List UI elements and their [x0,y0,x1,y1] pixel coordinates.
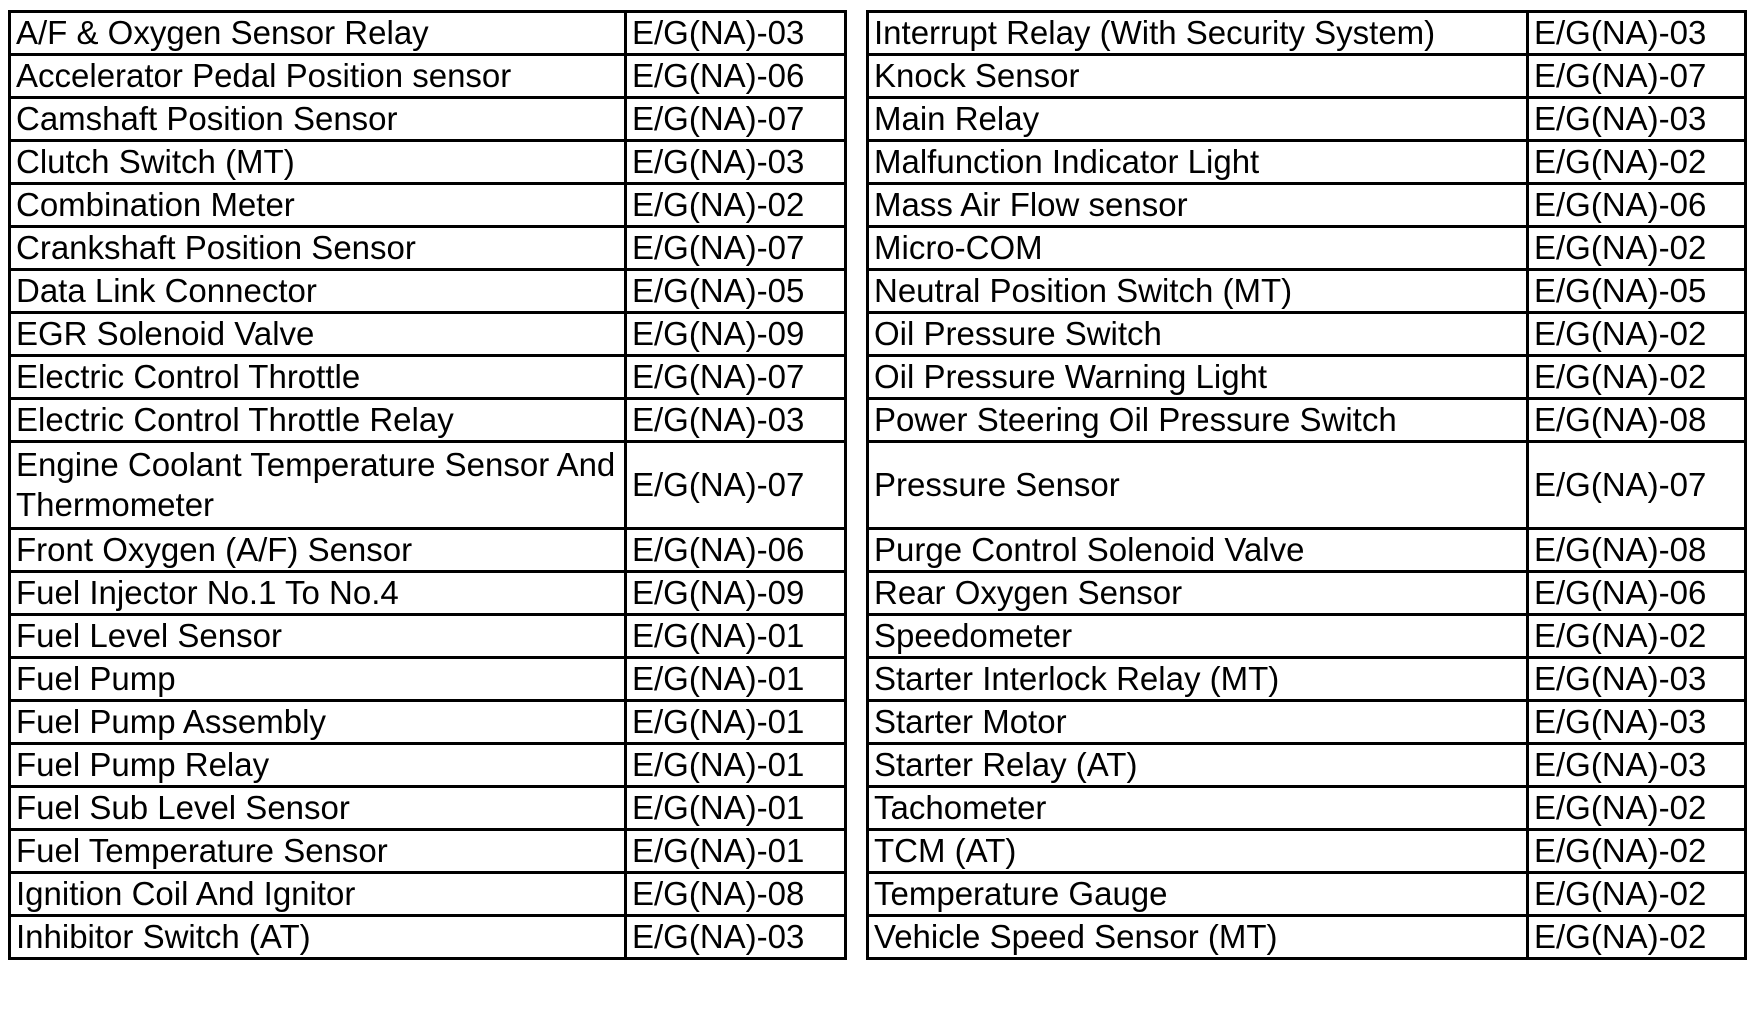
diagram-reference-cell: E/G(NA)-07 [626,98,846,141]
component-name-cell: Electric Control Throttle [10,356,626,399]
component-name-cell: Clutch Switch (MT) [10,141,626,184]
diagram-reference-cell: E/G(NA)-03 [626,12,846,55]
component-name-cell: Tachometer [868,787,1528,830]
diagram-reference-cell: E/G(NA)-01 [626,658,846,701]
table-row [10,701,846,744]
component-name-cell: Ignition Coil And Ignitor [10,873,626,916]
diagram-reference-cell: E/G(NA)-01 [626,830,846,873]
component-name-cell: Main Relay [868,98,1528,141]
component-name-cell: Starter Interlock Relay (MT) [868,658,1528,701]
table-row [10,615,846,658]
component-name-cell: A/F & Oxygen Sensor Relay [10,12,626,55]
diagram-reference-cell: E/G(NA)-09 [626,313,846,356]
component-name-cell: Data Link Connector [10,270,626,313]
component-name-cell: Micro-COM [868,227,1528,270]
table-row [10,141,846,184]
table-row [868,227,1746,270]
component-name-cell: EGR Solenoid Valve [10,313,626,356]
diagram-reference-cell: E/G(NA)-07 [626,442,846,529]
diagram-reference-cell: E/G(NA)-03 [626,916,846,959]
component-name-cell: Speedometer [868,615,1528,658]
table-row [10,270,846,313]
table-row [868,744,1746,787]
table-row [868,141,1746,184]
diagram-reference-cell: E/G(NA)-06 [1528,184,1746,227]
diagram-reference-cell: E/G(NA)-03 [626,399,846,442]
diagram-reference-cell: E/G(NA)-08 [626,873,846,916]
component-name-cell: Vehicle Speed Sensor (MT) [868,916,1528,959]
table-row [868,356,1746,399]
table-row [10,787,846,830]
diagram-reference-cell: E/G(NA)-06 [626,55,846,98]
component-name-cell: Knock Sensor [868,55,1528,98]
table-row [868,270,1746,313]
component-name-cell: Engine Coolant Temperature Sensor And Thermometer [10,442,626,529]
component-name-cell: Starter Motor [868,701,1528,744]
table-row [10,442,846,529]
component-name-cell: Fuel Temperature Sensor [10,830,626,873]
table-row [10,98,846,141]
diagram-reference-cell: E/G(NA)-03 [626,141,846,184]
component-name-cell: Oil Pressure Switch [868,313,1528,356]
diagram-reference-cell: E/G(NA)-07 [1528,55,1746,98]
diagram-reference-cell: E/G(NA)-06 [1528,572,1746,615]
diagram-reference-cell: E/G(NA)-03 [1528,744,1746,787]
component-name-cell: Front Oxygen (A/F) Sensor [10,529,626,572]
diagram-reference-cell: E/G(NA)-02 [1528,615,1746,658]
component-name-cell: Pressure Sensor [868,442,1528,529]
left-table-body [10,12,846,959]
table-row [868,399,1746,442]
right-table-body [868,12,1746,959]
diagram-reference-cell: E/G(NA)-03 [1528,12,1746,55]
component-name-cell: Interrupt Relay (With Security System) [868,12,1528,55]
table-row [10,744,846,787]
diagram-reference-cell: E/G(NA)-08 [1528,529,1746,572]
diagram-reference-cell: E/G(NA)-02 [1528,830,1746,873]
component-index-table-right [866,10,1747,960]
table-row [868,916,1746,959]
diagram-reference-cell: E/G(NA)-03 [1528,701,1746,744]
table-row [10,830,846,873]
table-row [868,615,1746,658]
table-row [10,184,846,227]
diagram-reference-cell: E/G(NA)-07 [626,356,846,399]
table-row [10,313,846,356]
diagram-reference-cell: E/G(NA)-07 [1528,442,1746,529]
component-name-cell: Malfunction Indicator Light [868,141,1528,184]
component-name-cell: Temperature Gauge [868,873,1528,916]
diagram-reference-cell: E/G(NA)-01 [626,787,846,830]
table-row [10,55,846,98]
table-row [868,529,1746,572]
component-name-cell: Neutral Position Switch (MT) [868,270,1528,313]
table-row [10,529,846,572]
diagram-reference-cell: E/G(NA)-02 [1528,141,1746,184]
component-name-cell: Fuel Pump Assembly [10,701,626,744]
table-row [868,12,1746,55]
diagram-reference-cell: E/G(NA)-08 [1528,399,1746,442]
component-name-cell: Inhibitor Switch (AT) [10,916,626,959]
component-name-cell: Fuel Injector No.1 To No.4 [10,572,626,615]
diagram-reference-cell: E/G(NA)-02 [1528,787,1746,830]
diagram-reference-cell: E/G(NA)-02 [1528,916,1746,959]
component-name-cell: Rear Oxygen Sensor [868,572,1528,615]
table-row [10,572,846,615]
diagram-reference-cell: E/G(NA)-02 [1528,873,1746,916]
diagram-reference-cell: E/G(NA)-02 [1528,227,1746,270]
component-index-table-left [8,10,847,960]
component-name-cell: Accelerator Pedal Position sensor [10,55,626,98]
diagram-reference-cell: E/G(NA)-05 [1528,270,1746,313]
table-row [10,356,846,399]
diagram-reference-cell: E/G(NA)-02 [1528,356,1746,399]
table-row [10,873,846,916]
component-name-cell: Starter Relay (AT) [868,744,1528,787]
component-name-cell: Fuel Pump Relay [10,744,626,787]
table-row [868,658,1746,701]
component-name-cell: Fuel Pump [10,658,626,701]
component-name-cell: Camshaft Position Sensor [10,98,626,141]
table-row [868,830,1746,873]
component-name-cell: TCM (AT) [868,830,1528,873]
diagram-reference-cell: E/G(NA)-03 [1528,658,1746,701]
table-row [868,184,1746,227]
component-name-cell: Oil Pressure Warning Light [868,356,1528,399]
diagram-reference-cell: E/G(NA)-01 [626,701,846,744]
table-row [868,442,1746,529]
table-row [10,227,846,270]
component-name-cell: Purge Control Solenoid Valve [868,529,1528,572]
component-name-cell: Electric Control Throttle Relay [10,399,626,442]
diagram-reference-cell: E/G(NA)-02 [1528,313,1746,356]
table-row [10,916,846,959]
table-row [868,572,1746,615]
component-name-cell: Mass Air Flow sensor [868,184,1528,227]
diagram-reference-cell: E/G(NA)-01 [626,615,846,658]
table-row [868,787,1746,830]
component-name-cell: Fuel Sub Level Sensor [10,787,626,830]
component-name-cell: Fuel Level Sensor [10,615,626,658]
component-name-cell: Power Steering Oil Pressure Switch [868,399,1528,442]
diagram-reference-cell: E/G(NA)-01 [626,744,846,787]
table-row [10,12,846,55]
table-row [868,55,1746,98]
diagram-reference-cell: E/G(NA)-05 [626,270,846,313]
diagram-reference-cell: E/G(NA)-06 [626,529,846,572]
table-row [868,701,1746,744]
table-row [868,873,1746,916]
table-row [868,313,1746,356]
diagram-reference-cell: E/G(NA)-03 [1528,98,1746,141]
diagram-reference-cell: E/G(NA)-09 [626,572,846,615]
table-row [868,98,1746,141]
diagram-reference-cell: E/G(NA)-07 [626,227,846,270]
component-name-cell: Crankshaft Position Sensor [10,227,626,270]
table-row [10,399,846,442]
table-row [10,658,846,701]
component-name-cell: Combination Meter [10,184,626,227]
diagram-reference-cell: E/G(NA)-02 [626,184,846,227]
